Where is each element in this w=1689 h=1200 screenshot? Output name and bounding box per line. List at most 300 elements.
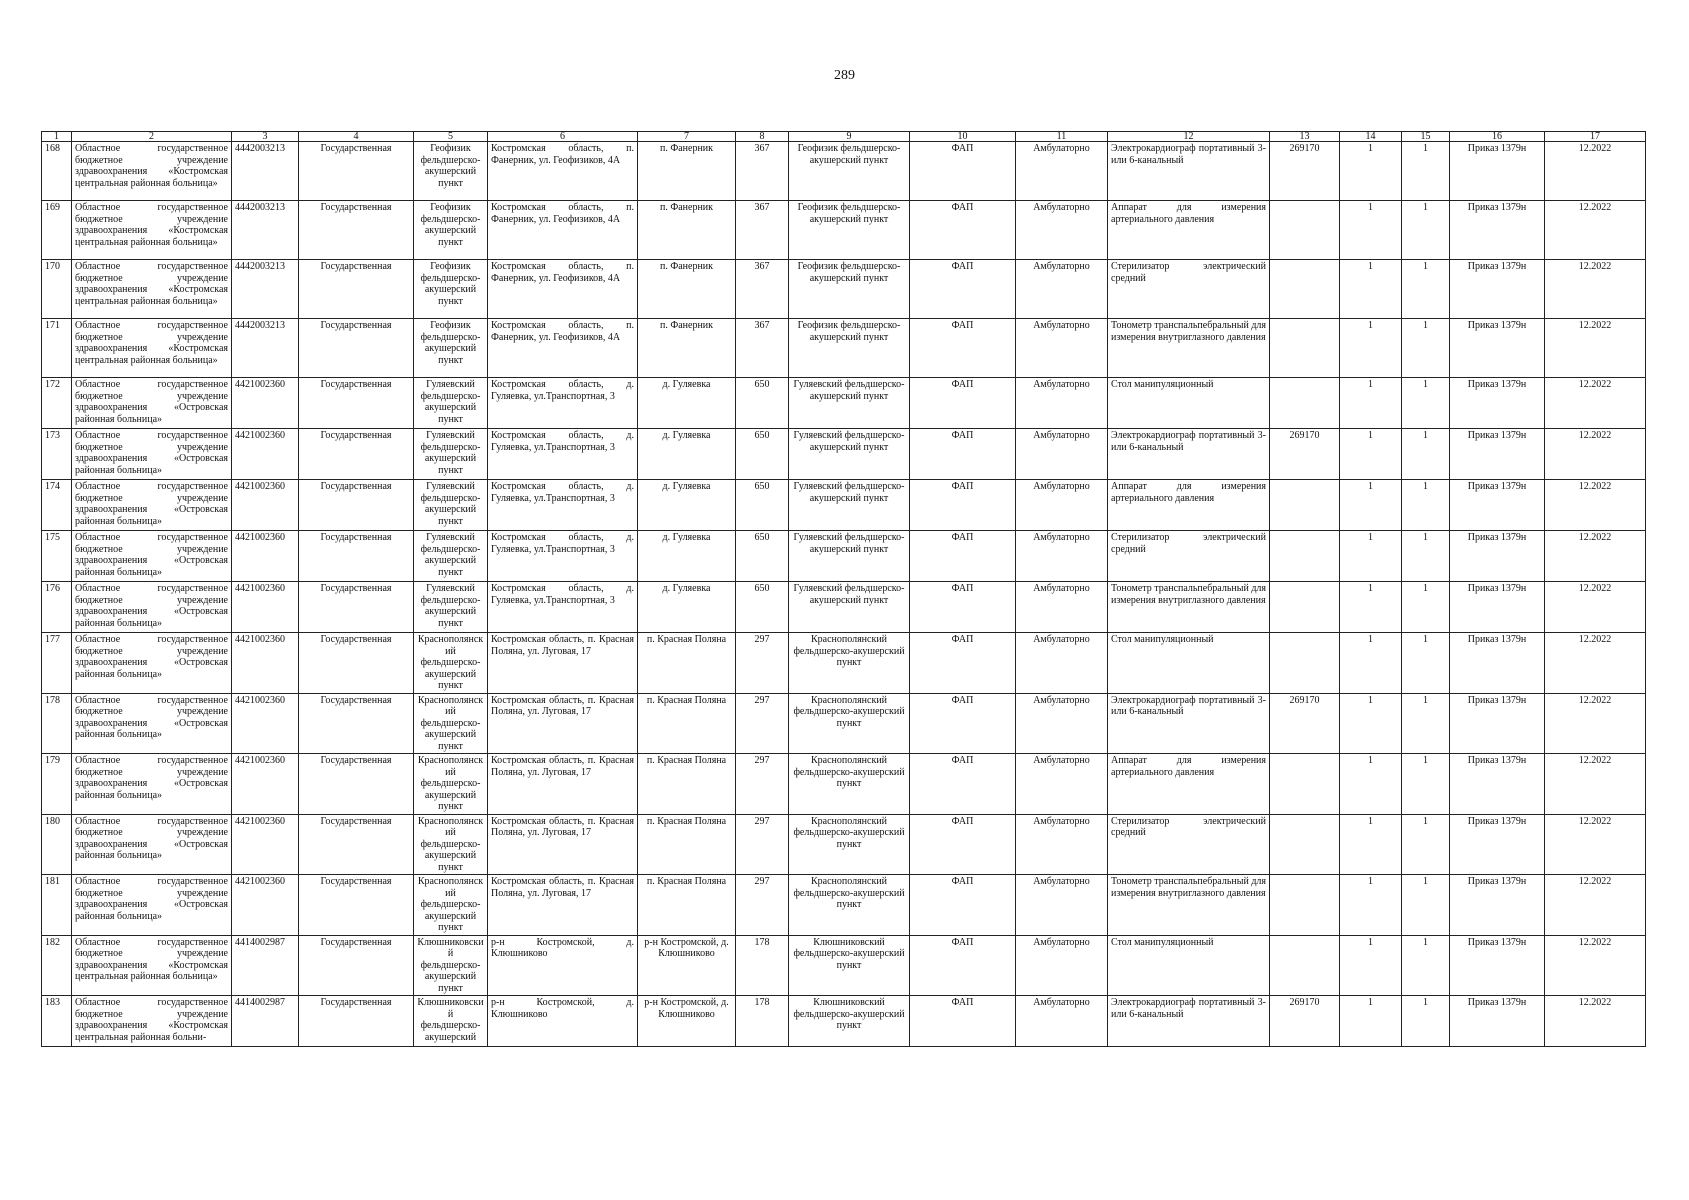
organization-name-cell: Областное государственное бюджетное учреждение здравоохранения «Костромская центральная районная больница» — [72, 319, 232, 378]
inn-code-cell: 4421002360 — [232, 875, 299, 936]
address-cell: Костромская область, п. Красная Поляна, ул. Луговая, 17 — [488, 814, 638, 875]
facility-name-cell: Геофизик фельдшерско-акушерский пункт — [789, 260, 910, 319]
address-cell: р-н Костромской, д. Клюшниково — [488, 996, 638, 1047]
population-cell: 367 — [736, 201, 789, 260]
facility-name-cell: Краснополянский фельдшерско-акушерский пункт — [789, 633, 910, 694]
locality-cell: д. Гуляевка — [638, 429, 736, 480]
population-cell: 650 — [736, 582, 789, 633]
quantity-planned-cell: 1 — [1340, 378, 1402, 429]
care-mode-cell: Амбулаторно — [1016, 935, 1108, 996]
order-reference-cell: Приказ 1379н — [1450, 582, 1545, 633]
facility-type-cell: ФАП — [910, 531, 1016, 582]
equipment-name-cell: Тонометр транспальпебральный для измерения внутриглазного давления — [1108, 319, 1270, 378]
quantity-planned-cell: 1 — [1340, 480, 1402, 531]
quantity-planned-cell: 1 — [1340, 201, 1402, 260]
quantity-actual-cell: 1 — [1402, 693, 1450, 754]
equipment-name-cell: Стерилизатор электрический средний — [1108, 531, 1270, 582]
page-number: 289 — [834, 68, 855, 83]
quantity-actual-cell: 1 — [1402, 935, 1450, 996]
table-row — [42, 996, 1646, 1047]
table-row — [42, 319, 1646, 378]
equipment-code-cell — [1270, 875, 1340, 936]
facility-type-cell: ФАП — [910, 480, 1016, 531]
locality-cell: п. Фанерник — [638, 319, 736, 378]
table-body — [42, 142, 1646, 1047]
ownership-form-cell: Государственная — [299, 142, 414, 201]
inn-code-cell: 4421002360 — [232, 693, 299, 754]
organization-name-cell: Областное государственное бюджетное учреждение здравоохранения «Костромская центральная районная больница» — [72, 201, 232, 260]
equipment-name-cell: Электрокардиограф портативный 3- или 6-канальный — [1108, 996, 1270, 1047]
inn-code-cell: 4414002987 — [232, 996, 299, 1047]
facility-name-cell: Краснополянский фельдшерско-акушерский пункт — [789, 754, 910, 815]
facility-type-cell: ФАП — [910, 996, 1016, 1047]
table-row — [42, 754, 1646, 815]
quantity-planned-cell: 1 — [1340, 754, 1402, 815]
column-header-5: 5 — [414, 132, 488, 142]
address-cell: Костромская область, д. Гуляевка, ул.Транспортная, 3 — [488, 429, 638, 480]
locality-cell: п. Красная Поляна — [638, 754, 736, 815]
care-mode-cell: Амбулаторно — [1016, 260, 1108, 319]
inn-code-cell: 4421002360 — [232, 429, 299, 480]
quantity-planned-cell: 1 — [1340, 260, 1402, 319]
row-number-cell: 168 — [42, 142, 72, 201]
organization-name-cell: Областное государственное бюджетное учреждение здравоохранения «Островская районная больница» — [72, 531, 232, 582]
table-row — [42, 582, 1646, 633]
facility-name-cell: Геофизик фельдшерско-акушерский пункт — [789, 201, 910, 260]
care-mode-cell: Амбулаторно — [1016, 693, 1108, 754]
unit-name-cell: Клюшниковский фельдшерско-акушерский — [414, 996, 488, 1047]
row-number-cell: 182 — [42, 935, 72, 996]
order-reference-cell: Приказ 1379н — [1450, 875, 1545, 936]
inn-code-cell: 4421002360 — [232, 531, 299, 582]
unit-name-cell: Клюшниковский фельдшерско-акушерский пункт — [414, 935, 488, 996]
equipment-code-cell: 269170 — [1270, 693, 1340, 754]
delivery-date-cell: 12.2022 — [1545, 142, 1646, 201]
delivery-date-cell: 12.2022 — [1545, 201, 1646, 260]
inn-code-cell: 4421002360 — [232, 378, 299, 429]
column-header-2: 2 — [72, 132, 232, 142]
ownership-form-cell: Государственная — [299, 531, 414, 582]
column-header-14: 14 — [1340, 132, 1402, 142]
order-reference-cell: Приказ 1379н — [1450, 429, 1545, 480]
equipment-code-cell — [1270, 201, 1340, 260]
organization-name-cell: Областное государственное бюджетное учреждение здравоохранения «Костромская центральная районная больница» — [72, 260, 232, 319]
locality-cell: д. Гуляевка — [638, 582, 736, 633]
column-header-12: 12 — [1108, 132, 1270, 142]
facility-type-cell: ФАП — [910, 260, 1016, 319]
care-mode-cell: Амбулаторно — [1016, 754, 1108, 815]
population-cell: 367 — [736, 260, 789, 319]
delivery-date-cell: 12.2022 — [1545, 875, 1646, 936]
equipment-name-cell: Стерилизатор электрический средний — [1108, 260, 1270, 319]
quantity-actual-cell: 1 — [1402, 378, 1450, 429]
equipment-code-cell — [1270, 531, 1340, 582]
quantity-planned-cell: 1 — [1340, 142, 1402, 201]
equipment-code-cell — [1270, 319, 1340, 378]
quantity-actual-cell: 1 — [1402, 201, 1450, 260]
population-cell: 650 — [736, 531, 789, 582]
order-reference-cell: Приказ 1379н — [1450, 201, 1545, 260]
facility-type-cell: ФАП — [910, 633, 1016, 694]
quantity-actual-cell: 1 — [1402, 531, 1450, 582]
row-number-cell: 183 — [42, 996, 72, 1047]
row-number-cell: 175 — [42, 531, 72, 582]
locality-cell: р-н Костромской, д. Клюшниково — [638, 996, 736, 1047]
facility-name-cell: Геофизик фельдшерско-акушерский пункт — [789, 319, 910, 378]
equipment-name-cell: Электрокардиограф портативный 3- или 6-канальный — [1108, 693, 1270, 754]
population-cell: 297 — [736, 633, 789, 694]
facility-name-cell: Краснополянский фельдшерско-акушерский пункт — [789, 875, 910, 936]
equipment-name-cell: Стерилизатор электрический средний — [1108, 814, 1270, 875]
equipment-register-table — [41, 131, 1646, 1047]
locality-cell: д. Гуляевка — [638, 531, 736, 582]
delivery-date-cell: 12.2022 — [1545, 996, 1646, 1047]
facility-type-cell: ФАП — [910, 429, 1016, 480]
address-cell: Костромская область, д. Гуляевка, ул.Транспортная, 3 — [488, 378, 638, 429]
equipment-name-cell: Стол манипуляционный — [1108, 935, 1270, 996]
address-cell: Костромская область, п. Красная Поляна, ул. Луговая, 17 — [488, 693, 638, 754]
row-number-cell: 178 — [42, 693, 72, 754]
quantity-planned-cell: 1 — [1340, 875, 1402, 936]
address-cell: Костромская область, д. Гуляевка, ул.Транспортная, 3 — [488, 531, 638, 582]
organization-name-cell: Областное государственное бюджетное учреждение здравоохранения «Островская районная больница» — [72, 582, 232, 633]
delivery-date-cell: 12.2022 — [1545, 480, 1646, 531]
column-header-3: 3 — [232, 132, 299, 142]
ownership-form-cell: Государственная — [299, 480, 414, 531]
row-number-cell: 172 — [42, 378, 72, 429]
facility-name-cell: Гуляевский фельдшерско-акушерский пункт — [789, 378, 910, 429]
population-cell: 297 — [736, 754, 789, 815]
delivery-date-cell: 12.2022 — [1545, 754, 1646, 815]
locality-cell: п. Красная Поляна — [638, 693, 736, 754]
quantity-planned-cell: 1 — [1340, 319, 1402, 378]
unit-name-cell: Краснополянский фельдшерско-акушерский пункт — [414, 814, 488, 875]
table-row — [42, 142, 1646, 201]
unit-name-cell: Гуляевский фельдшерско-акушерский пункт — [414, 378, 488, 429]
facility-name-cell: Клюшниковский фельдшерско-акушерский пункт — [789, 935, 910, 996]
population-cell: 178 — [736, 935, 789, 996]
unit-name-cell: Геофизик фельдшерско-акушерский пункт — [414, 319, 488, 378]
table-row — [42, 480, 1646, 531]
population-cell: 650 — [736, 378, 789, 429]
table-row — [42, 429, 1646, 480]
delivery-date-cell: 12.2022 — [1545, 693, 1646, 754]
table-row — [42, 814, 1646, 875]
organization-name-cell: Областное государственное бюджетное учреждение здравоохранения «Костромская центральная районная больница» — [72, 142, 232, 201]
equipment-name-cell: Электрокардиограф портативный 3- или 6-канальный — [1108, 429, 1270, 480]
care-mode-cell: Амбулаторно — [1016, 378, 1108, 429]
equipment-code-cell — [1270, 814, 1340, 875]
delivery-date-cell: 12.2022 — [1545, 429, 1646, 480]
quantity-actual-cell: 1 — [1402, 875, 1450, 936]
unit-name-cell: Геофизик фельдшерско-акушерский пункт — [414, 142, 488, 201]
equipment-code-cell: 269170 — [1270, 142, 1340, 201]
inn-code-cell: 4442003213 — [232, 201, 299, 260]
organization-name-cell: Областное государственное бюджетное учреждение здравоохранения «Островская районная больница» — [72, 754, 232, 815]
care-mode-cell: Амбулаторно — [1016, 319, 1108, 378]
ownership-form-cell: Государственная — [299, 582, 414, 633]
address-cell: Костромская область, п. Красная Поляна, ул. Луговая, 17 — [488, 754, 638, 815]
row-number-cell: 169 — [42, 201, 72, 260]
quantity-actual-cell: 1 — [1402, 480, 1450, 531]
care-mode-cell: Амбулаторно — [1016, 480, 1108, 531]
quantity-actual-cell: 1 — [1402, 319, 1450, 378]
row-number-cell: 170 — [42, 260, 72, 319]
quantity-actual-cell: 1 — [1402, 429, 1450, 480]
population-cell: 297 — [736, 814, 789, 875]
order-reference-cell: Приказ 1379н — [1450, 814, 1545, 875]
care-mode-cell: Амбулаторно — [1016, 996, 1108, 1047]
delivery-date-cell: 12.2022 — [1545, 935, 1646, 996]
facility-name-cell: Гуляевский фельдшерско-акушерский пункт — [789, 480, 910, 531]
locality-cell: п. Красная Поляна — [638, 814, 736, 875]
organization-name-cell: Областное государственное бюджетное учреждение здравоохранения «Островская районная больница» — [72, 378, 232, 429]
table-row — [42, 693, 1646, 754]
column-number-header — [42, 132, 1646, 142]
equipment-name-cell: Тонометр транспальпебральный для измерения внутриглазного давления — [1108, 875, 1270, 936]
organization-name-cell: Областное государственное бюджетное учреждение здравоохранения «Островская районная больница» — [72, 693, 232, 754]
care-mode-cell: Амбулаторно — [1016, 814, 1108, 875]
address-cell: Костромская область, п. Фанерник, ул. Геофизиков, 4А — [488, 260, 638, 319]
care-mode-cell: Амбулаторно — [1016, 429, 1108, 480]
quantity-actual-cell: 1 — [1402, 754, 1450, 815]
facility-type-cell: ФАП — [910, 319, 1016, 378]
ownership-form-cell: Государственная — [299, 378, 414, 429]
inn-code-cell: 4414002987 — [232, 935, 299, 996]
table-row — [42, 531, 1646, 582]
column-header-9: 9 — [789, 132, 910, 142]
quantity-planned-cell: 1 — [1340, 935, 1402, 996]
quantity-planned-cell: 1 — [1340, 429, 1402, 480]
row-number-cell: 179 — [42, 754, 72, 815]
equipment-code-cell — [1270, 480, 1340, 531]
equipment-name-cell: Стол манипуляционный — [1108, 378, 1270, 429]
quantity-planned-cell: 1 — [1340, 633, 1402, 694]
quantity-actual-cell: 1 — [1402, 582, 1450, 633]
facility-name-cell: Краснополянский фельдшерско-акушерский пункт — [789, 693, 910, 754]
column-header-6: 6 — [488, 132, 638, 142]
unit-name-cell: Краснополянский фельдшерско-акушерский пункт — [414, 633, 488, 694]
locality-cell: п. Фанерник — [638, 201, 736, 260]
delivery-date-cell: 12.2022 — [1545, 531, 1646, 582]
order-reference-cell: Приказ 1379н — [1450, 996, 1545, 1047]
equipment-code-cell — [1270, 378, 1340, 429]
column-header-10: 10 — [910, 132, 1016, 142]
address-cell: Костромская область, п. Фанерник, ул. Геофизиков, 4А — [488, 319, 638, 378]
locality-cell: п. Красная Поляна — [638, 633, 736, 694]
column-header-15: 15 — [1402, 132, 1450, 142]
organization-name-cell: Областное государственное бюджетное учреждение здравоохранения «Островская районная больница» — [72, 633, 232, 694]
equipment-name-cell: Аппарат для измерения артериального давления — [1108, 754, 1270, 815]
unit-name-cell: Геофизик фельдшерско-акушерский пункт — [414, 201, 488, 260]
population-cell: 650 — [736, 480, 789, 531]
care-mode-cell: Амбулаторно — [1016, 875, 1108, 936]
quantity-planned-cell: 1 — [1340, 996, 1402, 1047]
locality-cell: п. Фанерник — [638, 142, 736, 201]
equipment-code-cell — [1270, 935, 1340, 996]
population-cell: 178 — [736, 996, 789, 1047]
inn-code-cell: 4442003213 — [232, 319, 299, 378]
facility-name-cell: Клюшниковский фельдшерско-акушерский пункт — [789, 996, 910, 1047]
population-cell: 650 — [736, 429, 789, 480]
quantity-planned-cell: 1 — [1340, 693, 1402, 754]
equipment-name-cell: Аппарат для измерения артериального давления — [1108, 480, 1270, 531]
unit-name-cell: Краснополянский фельдшерско-акушерский пункт — [414, 875, 488, 936]
unit-name-cell: Краснополянский фельдшерско-акушерский пункт — [414, 693, 488, 754]
ownership-form-cell: Государственная — [299, 693, 414, 754]
unit-name-cell: Гуляевский фельдшерско-акушерский пункт — [414, 531, 488, 582]
organization-name-cell: Областное государственное бюджетное учреждение здравоохранения «Костромская центральная районная больни- — [72, 996, 232, 1047]
care-mode-cell: Амбулаторно — [1016, 201, 1108, 260]
quantity-actual-cell: 1 — [1402, 814, 1450, 875]
ownership-form-cell: Государственная — [299, 201, 414, 260]
ownership-form-cell: Государственная — [299, 875, 414, 936]
address-cell: Костромская область, п. Красная Поляна, ул. Луговая, 17 — [488, 875, 638, 936]
organization-name-cell: Областное государственное бюджетное учреждение здравоохранения «Островская районная больница» — [72, 429, 232, 480]
order-reference-cell: Приказ 1379н — [1450, 633, 1545, 694]
organization-name-cell: Областное государственное бюджетное учреждение здравоохранения «Островская районная больница» — [72, 875, 232, 936]
order-reference-cell: Приказ 1379н — [1450, 480, 1545, 531]
table-row — [42, 875, 1646, 936]
delivery-date-cell: 12.2022 — [1545, 582, 1646, 633]
table-row — [42, 378, 1646, 429]
order-reference-cell: Приказ 1379н — [1450, 693, 1545, 754]
facility-type-cell: ФАП — [910, 582, 1016, 633]
equipment-name-cell: Стол манипуляционный — [1108, 633, 1270, 694]
address-cell: Костромская область, д. Гуляевка, ул.Транспортная, 3 — [488, 480, 638, 531]
ownership-form-cell: Государственная — [299, 935, 414, 996]
care-mode-cell: Амбулаторно — [1016, 531, 1108, 582]
facility-type-cell: ФАП — [910, 875, 1016, 936]
delivery-date-cell: 12.2022 — [1545, 633, 1646, 694]
facility-type-cell: ФАП — [910, 693, 1016, 754]
quantity-planned-cell: 1 — [1340, 582, 1402, 633]
table-row — [42, 260, 1646, 319]
care-mode-cell: Амбулаторно — [1016, 142, 1108, 201]
inn-code-cell: 4442003213 — [232, 260, 299, 319]
quantity-actual-cell: 1 — [1402, 260, 1450, 319]
column-header-4: 4 — [299, 132, 414, 142]
order-reference-cell: Приказ 1379н — [1450, 142, 1545, 201]
population-cell: 297 — [736, 875, 789, 936]
row-number-cell: 174 — [42, 480, 72, 531]
column-header-8: 8 — [736, 132, 789, 142]
delivery-date-cell: 12.2022 — [1545, 814, 1646, 875]
order-reference-cell: Приказ 1379н — [1450, 754, 1545, 815]
locality-cell: п. Фанерник — [638, 260, 736, 319]
inn-code-cell: 4421002360 — [232, 754, 299, 815]
organization-name-cell: Областное государственное бюджетное учреждение здравоохранения «Островская районная больница» — [72, 814, 232, 875]
column-header-17: 17 — [1545, 132, 1646, 142]
facility-type-cell: ФАП — [910, 814, 1016, 875]
unit-name-cell: Гуляевский фельдшерско-акушерский пункт — [414, 429, 488, 480]
table-row — [42, 935, 1646, 996]
row-number-cell: 173 — [42, 429, 72, 480]
row-number-cell: 176 — [42, 582, 72, 633]
ownership-form-cell: Государственная — [299, 814, 414, 875]
order-reference-cell: Приказ 1379н — [1450, 260, 1545, 319]
quantity-actual-cell: 1 — [1402, 996, 1450, 1047]
quantity-actual-cell: 1 — [1402, 633, 1450, 694]
population-cell: 367 — [736, 142, 789, 201]
ownership-form-cell: Государственная — [299, 319, 414, 378]
address-cell: Костромская область, п. Красная Поляна, ул. Луговая, 17 — [488, 633, 638, 694]
equipment-code-cell: 269170 — [1270, 996, 1340, 1047]
locality-cell: р-н Костромской, д. Клюшниково — [638, 935, 736, 996]
organization-name-cell: Областное государственное бюджетное учреждение здравоохранения «Островская районная больница» — [72, 480, 232, 531]
inn-code-cell: 4421002360 — [232, 633, 299, 694]
order-reference-cell: Приказ 1379н — [1450, 378, 1545, 429]
quantity-planned-cell: 1 — [1340, 531, 1402, 582]
facility-type-cell: ФАП — [910, 378, 1016, 429]
locality-cell: д. Гуляевка — [638, 378, 736, 429]
facility-name-cell: Гуляевский фельдшерско-акушерский пункт — [789, 582, 910, 633]
facility-name-cell: Краснополянский фельдшерско-акушерский пункт — [789, 814, 910, 875]
locality-cell: п. Красная Поляна — [638, 875, 736, 936]
facility-name-cell: Гуляевский фельдшерско-акушерский пункт — [789, 531, 910, 582]
equipment-code-cell — [1270, 260, 1340, 319]
row-number-cell: 180 — [42, 814, 72, 875]
unit-name-cell: Гуляевский фельдшерско-акушерский пункт — [414, 480, 488, 531]
delivery-date-cell: 12.2022 — [1545, 378, 1646, 429]
facility-type-cell: ФАП — [910, 754, 1016, 815]
ownership-form-cell: Государственная — [299, 633, 414, 694]
inn-code-cell: 4421002360 — [232, 814, 299, 875]
delivery-date-cell: 12.2022 — [1545, 319, 1646, 378]
inn-code-cell: 4421002360 — [232, 480, 299, 531]
facility-name-cell: Геофизик фельдшерско-акушерский пункт — [789, 142, 910, 201]
equipment-code-cell — [1270, 582, 1340, 633]
quantity-actual-cell: 1 — [1402, 142, 1450, 201]
facility-type-cell: ФАП — [910, 201, 1016, 260]
equipment-name-cell: Электрокардиограф портативный 3- или 6-канальный — [1108, 142, 1270, 201]
equipment-code-cell — [1270, 633, 1340, 694]
inn-code-cell: 4442003213 — [232, 142, 299, 201]
equipment-code-cell — [1270, 754, 1340, 815]
ownership-form-cell: Государственная — [299, 996, 414, 1047]
locality-cell: д. Гуляевка — [638, 480, 736, 531]
address-cell: Костромская область, п. Фанерник, ул. Геофизиков, 4А — [488, 142, 638, 201]
column-header-13: 13 — [1270, 132, 1340, 142]
facility-name-cell: Гуляевский фельдшерско-акушерский пункт — [789, 429, 910, 480]
address-cell: р-н Костромской, д. Клюшниково — [488, 935, 638, 996]
unit-name-cell: Краснополянский фельдшерско-акушерский пункт — [414, 754, 488, 815]
address-cell: Костромская область, д. Гуляевка, ул.Транспортная, 3 — [488, 582, 638, 633]
facility-type-cell: ФАП — [910, 142, 1016, 201]
facility-type-cell: ФАП — [910, 935, 1016, 996]
row-number-cell: 171 — [42, 319, 72, 378]
ownership-form-cell: Государственная — [299, 429, 414, 480]
unit-name-cell: Гуляевский фельдшерско-акушерский пункт — [414, 582, 488, 633]
row-number-cell: 177 — [42, 633, 72, 694]
equipment-code-cell: 269170 — [1270, 429, 1340, 480]
unit-name-cell: Геофизик фельдшерско-акушерский пункт — [414, 260, 488, 319]
ownership-form-cell: Государственная — [299, 754, 414, 815]
column-header-16: 16 — [1450, 132, 1545, 142]
population-cell: 367 — [736, 319, 789, 378]
column-header-7: 7 — [638, 132, 736, 142]
order-reference-cell: Приказ 1379н — [1450, 531, 1545, 582]
equipment-name-cell: Аппарат для измерения артериального давления — [1108, 201, 1270, 260]
order-reference-cell: Приказ 1379н — [1450, 935, 1545, 996]
organization-name-cell: Областное государственное бюджетное учреждение здравоохранения «Костромская центральная районная больница» — [72, 935, 232, 996]
address-cell: Костромская область, п. Фанерник, ул. Геофизиков, 4А — [488, 201, 638, 260]
row-number-cell: 181 — [42, 875, 72, 936]
care-mode-cell: Амбулаторно — [1016, 582, 1108, 633]
table-row — [42, 633, 1646, 694]
table-row — [42, 201, 1646, 260]
ownership-form-cell: Государственная — [299, 260, 414, 319]
